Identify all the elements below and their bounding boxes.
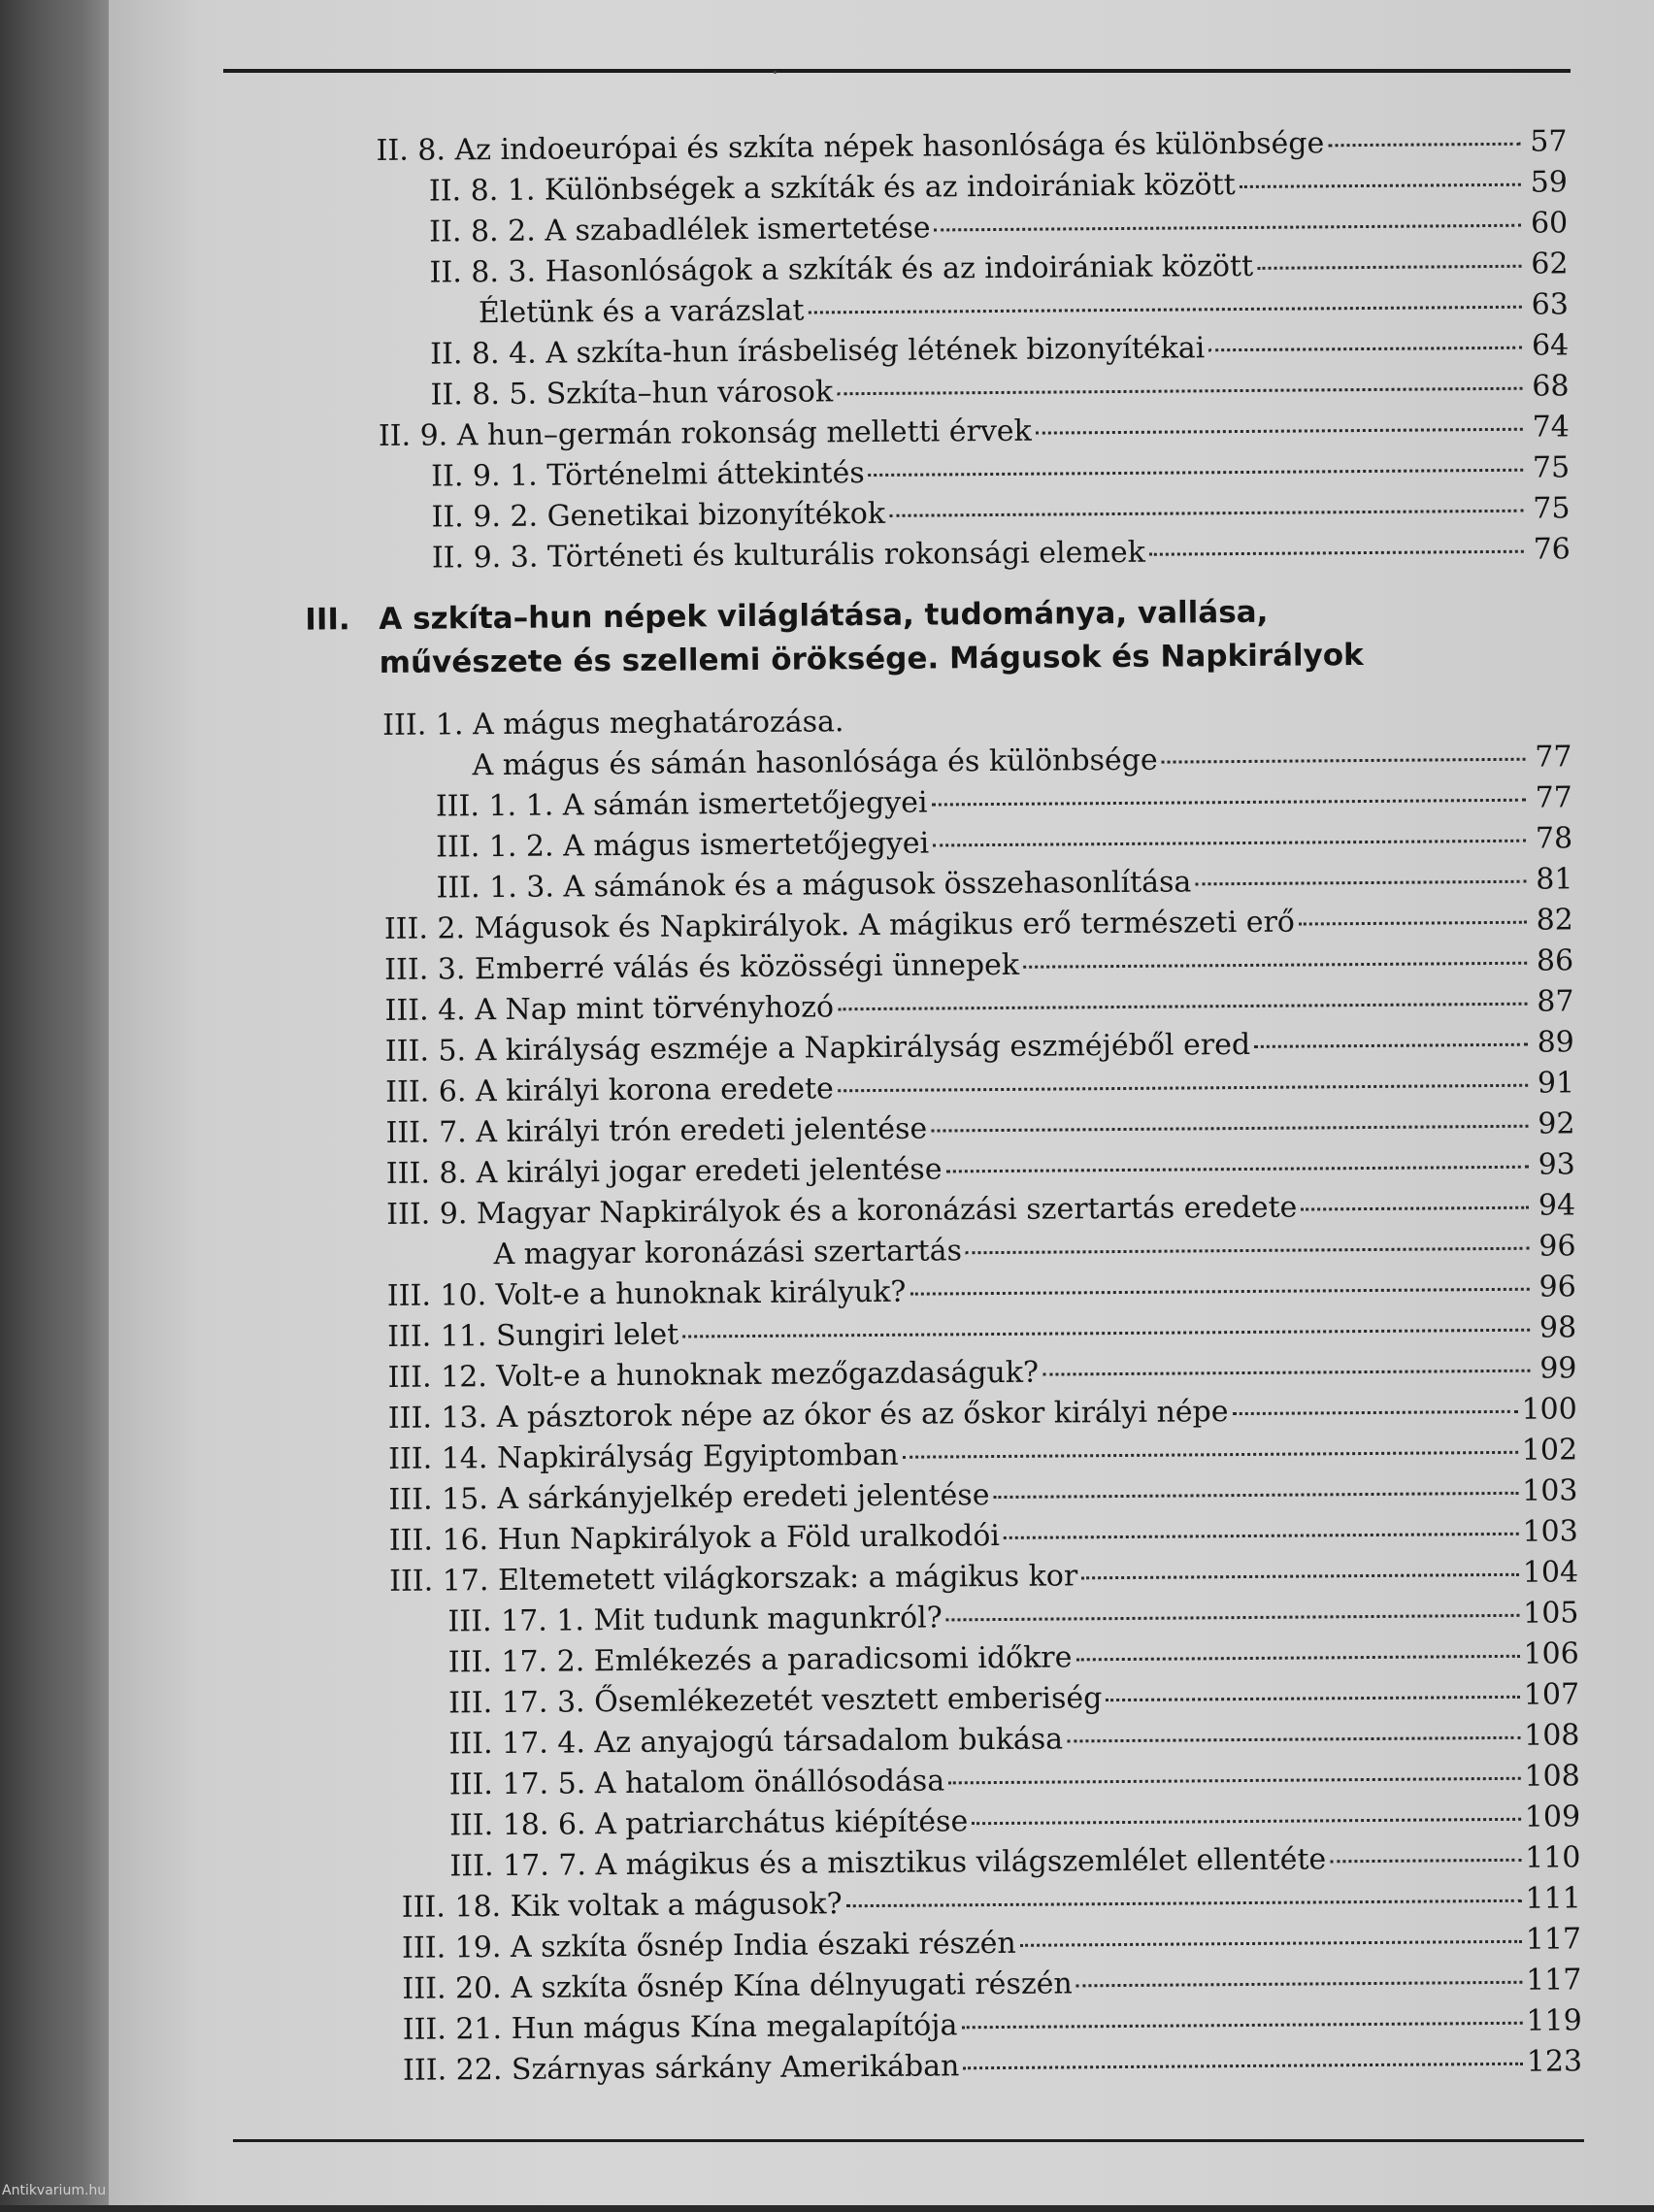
toc-entry [448,1636,1579,1684]
toc-entry-page: 82 [1536,903,1573,938]
watermark: Antikvarium.hu [2,2183,107,2198]
toc-entry [384,984,1573,1033]
toc-entry-page: 119 [1526,2003,1582,2038]
toc-entry-page: 96 [1538,1270,1576,1304]
toc-entry-page: 77 [1535,740,1572,775]
toc-entry-page: 105 [1523,1596,1579,1631]
leader-dots [910,1288,1529,1296]
toc-entry-title: III. 11. Sungiri lelet [387,1317,679,1354]
toc-entry [402,1922,1581,1970]
toc-entry-title: A mágus és sámán hasonlósága és különbsége [472,743,1158,783]
toc-entry [403,2044,1582,2093]
leader-dots [933,840,1526,847]
leader-dots [869,469,1524,477]
toc-entry-title: III. 1. 3. A sámánok és a mágusok összehasonlítása [436,865,1192,906]
toc-entry-page: 123 [1526,2044,1583,2079]
toc-entry-page: 91 [1537,1066,1575,1101]
toc-entry-title: II. 8. 2. A szabadlélek ismertetése [429,211,931,249]
leader-dots [932,799,1526,807]
toc-entry-page: 64 [1531,328,1570,363]
leader-dots [963,2063,1522,2070]
toc-entry-title: III. 18. Kik voltak a mágusok? [401,1887,843,1925]
leader-dots [1257,265,1521,270]
toc-entry-title: III. 14. Napkirályság Egyiptomban [388,1437,899,1476]
leader-dots [837,387,1522,396]
leader-dots [946,1166,1529,1173]
toc-entry-title: III. 9. Magyar Napkirályok és a koronázási szertartás eredete [386,1190,1298,1232]
toc-entry-page: 107 [1523,1677,1580,1712]
chapter-title-line1: A szkíta–hun népek világlátása, tudománya, vallása, [379,594,1269,637]
toc-entry-title: III. 8. A királyi jogar eredeti jelentése [385,1152,943,1191]
toc-entry-page: 86 [1536,943,1574,978]
toc-entry-page: 117 [1525,1922,1582,1957]
toc-entry-page: 103 [1522,1514,1578,1549]
toc-entry-title: II. 9. A hun–germán rokonság melletti érvek [378,413,1032,453]
toc-entry-title: III. 21. Hun mágus Kína megalapítója [402,2008,958,2047]
toc-entry-title: II. 9. 2. Genetikai bizonyítékok [431,496,886,535]
toc-entry-page: 63 [1531,287,1569,322]
toc-entry-page: 108 [1524,1718,1580,1753]
toc-entry [448,1718,1579,1766]
toc-entry-page: 99 [1539,1351,1577,1386]
toc-entry-title: II. 8. 4. A szkíta-hun írásbeliség létének bizonyítékai [430,331,1206,372]
toc-entry-page: 103 [1522,1473,1578,1508]
toc-entry-page: 77 [1535,780,1572,815]
leader-dots [838,1084,1528,1093]
toc-entry [389,1555,1578,1603]
toc-entry-title: III. 6. A királyi korona eredete [385,1072,834,1109]
toc-entry-page: 102 [1521,1433,1578,1468]
toc-entry-title: II. 8. 5. Szkíta–hun városok [430,375,834,413]
toc-entry-title: II. 9. 1. Történelmi áttekintés [431,456,865,494]
toc-entry [386,1188,1575,1237]
bottom-rule [233,2139,1584,2142]
toc-entry-page: 76 [1533,532,1571,567]
toc-entry-title: III. 20. A szkíta ősnép Kína délnyugati részén [402,1966,1073,2006]
toc-entry-page: 104 [1522,1555,1579,1590]
leader-dots [935,224,1522,232]
leader-dots [1023,962,1527,969]
toc-entry-title: II. 9. 3. Történeti és kulturális rokonsági elemek [431,535,1145,576]
toc-entry-page: 92 [1538,1106,1575,1141]
toc-entry [431,491,1570,539]
toc-entry [430,328,1569,376]
leader-dots [993,1492,1518,1499]
toc-entry-title: III. 3. Emberré válás és közösségi ünnepek [384,947,1020,987]
toc-entry-title: Életünk és a varázslat [478,293,805,331]
toc-entry-page: 59 [1530,165,1568,200]
toc-entry [385,1025,1574,1073]
leader-dots [1301,1206,1529,1211]
toc-entry-page: 111 [1525,1881,1581,1916]
toc-entry-title: III. 19. A szkíta ősnép India északi részén [401,1926,1016,1965]
toc-entry-title: II. 8. 1. Különbségek a szkíták és az indoirániak között [428,168,1236,209]
leader-dots [1328,143,1520,148]
toc-entry-title: III. 5. A királyság eszméje a Napkirályság eszméjéből ered [384,1027,1251,1069]
toc-entry-page: 94 [1538,1188,1576,1223]
toc-entry-page: 100 [1521,1392,1577,1427]
toc-entry [472,740,1571,787]
toc-entry-title: III. 17. 1. Mit tudunk magunkról? [447,1601,943,1639]
toc-entry-title: III. 17. Eltemetett világkorszak: a mágikus kor [389,1559,1078,1599]
toc-entry-title: A magyar koronázási szertartás [493,1234,963,1272]
toc-entry [449,1799,1580,1847]
toc-entry-title: III. 10. Volt-e a hunoknak királyuk? [386,1274,907,1313]
toc-entry [429,165,1568,213]
leader-dots [948,1777,1520,1785]
toc-entry-page: 110 [1525,1840,1581,1875]
toc-entry-page: 96 [1538,1229,1576,1264]
leader-dots [846,1899,1522,1907]
toc-entry-title: III. 17. 2. Emlékezés a paradicsomi időkre [447,1640,1073,1680]
toc-entry-title: III. 16. Hun Napkirályok a Föld uralkodói [388,1518,1001,1558]
toc-entry [402,1963,1581,2011]
toc-entry [385,1106,1574,1155]
toc-entry [431,450,1570,498]
toc-entry [376,124,1567,173]
leader-dots [1020,1940,1522,1947]
toc-entry [387,1270,1576,1318]
toc-entry [447,1596,1578,1643]
leader-dots [931,1125,1528,1133]
toc-entry-page: 78 [1535,821,1573,856]
toc-entry-title: III. 1. A mágus meghatározása. [382,705,844,743]
toc-entry-page: 62 [1531,247,1569,281]
toc-entry-page: 106 [1523,1636,1579,1671]
toc-entry-title: III. 15. A sárkányjelkép eredeti jelentése [388,1478,990,1517]
toc-entry [449,1840,1580,1888]
toc-entry-title: III. 1. 1. A sámán ismertetőjegyei [435,785,928,824]
leader-dots [1081,1573,1519,1580]
leader-dots [961,2022,1522,2030]
leader-dots [808,306,1521,314]
toc-entry-title: II. 8. 3. Hasonlóságok a szkíták és az indoirániak között [429,248,1254,290]
toc-entry [387,1351,1576,1400]
toc-entry [386,1147,1575,1196]
toc-entry-title: III. 17. 7. A mágikus és a misztikus világszemlélet ellentéte [449,1842,1327,1884]
toc-entry [389,1514,1578,1563]
leader-dots [1067,1736,1520,1743]
toc-entry-title: III. 17. 5. A hatalom önállósodása [448,1764,945,1802]
toc-entry [429,247,1568,294]
toc-entry [388,1392,1577,1440]
leader-dots [1149,550,1524,556]
leader-dots [946,1614,1519,1622]
toc-entry [448,1677,1579,1725]
toc-entry-page: 93 [1538,1147,1575,1182]
toc-entry-title: III. 1. 2. A mágus ismertetőjegyei [436,826,930,865]
leader-dots [1004,1533,1519,1539]
toc-entry-title: III. 22. Szárnyas sárkány Amerikában [402,2049,960,2088]
toc-entry [388,1433,1577,1481]
toc-entry [429,206,1568,253]
toc-entry-page: 109 [1524,1799,1581,1834]
toc-entry-title: III. 7. A királyi trón eredeti jelentése [385,1111,928,1150]
toc-entry-title: III. 4. A Nap mint törvényhozó [384,990,835,1028]
chapter-heading [305,590,1376,680]
chapter-title-line2: művészete és szellemi öröksége. Mágusok és Napkirályok [379,638,1364,680]
toc-entry-title: III. 17. 4. Az anyajogú társadalom bukása [448,1722,1064,1762]
toc-entry-page: 108 [1524,1759,1580,1794]
toc-entry [403,2003,1582,2052]
leader-dots [1254,1043,1528,1048]
leader-dots [682,1329,1530,1338]
toc-entry-page: 117 [1526,1963,1582,1997]
toc-entry-page: 75 [1532,450,1571,485]
toc-entry [436,862,1572,909]
toc-entry [379,410,1570,458]
toc-entry-title: III. 13. A pásztorok népe az ókor és az őskor királyi népe [387,1395,1229,1436]
leader-dots [966,1247,1530,1255]
toc-entry-page: 68 [1532,369,1570,404]
toc-entry-title: III. 12. Volt-e a hunoknak mezőgazdaságuk? [387,1355,1040,1395]
toc-entry-page: 87 [1537,984,1574,1019]
leader-dots [1106,1696,1519,1701]
toc-entry-page: 57 [1530,124,1568,159]
leader-dots [1036,428,1523,435]
toc-entry [384,903,1573,951]
toc-entry-page: 81 [1536,862,1573,897]
leader-dots [889,510,1524,517]
toc-entry [493,1229,1575,1276]
leader-dots [1233,1410,1518,1415]
toc-entry [432,532,1571,579]
toc-entry [449,1759,1580,1806]
leader-dots [1330,1859,1521,1864]
toc-entry-page: 74 [1532,410,1570,445]
toc-entry-title: III. 18. 6. A patriarchátus kiépítése [448,1804,969,1843]
leader-dots [1208,347,1522,352]
toc-entry [388,1473,1577,1522]
leader-spacer [847,719,1568,725]
leader-dots [972,1818,1521,1825]
leader-dots [1195,880,1526,886]
toc-entry-page: 98 [1538,1310,1577,1345]
toc-entry [479,287,1569,335]
leader-dots [1042,1370,1530,1376]
toc-entry [402,1881,1581,1930]
toc-entry [387,1310,1576,1359]
toc-entry-page: 75 [1533,491,1571,526]
toc-entry-title: III. 2. Mágusok és Napkirályok. A mágikus erő természeti erő [383,905,1296,946]
toc-entry [430,369,1569,416]
toc-entry [382,699,1571,747]
toc-entry-title: III. 17. 3. Ősemlékezetét vesztett emberiség [447,1681,1103,1721]
leader-dots [1240,183,1521,188]
toc-entry [436,821,1572,869]
leader-dots [1075,1655,1519,1662]
toc-entry [385,1066,1574,1114]
toc-entry-page: 60 [1530,206,1569,241]
chapter-number: III. [305,602,350,638]
toc-entry [436,780,1572,828]
toc-entry [384,943,1573,992]
leader-dots [838,1003,1528,1011]
leader-dots [903,1451,1518,1459]
leader-dots [1299,921,1527,926]
toc-entry-page: 89 [1537,1025,1574,1060]
toc-entry-title: II. 8. Az indoeurópai és szkíta népek hasonlósága és különbsége [376,126,1325,168]
leader-dots [1162,758,1526,764]
leader-dots [1076,1981,1522,1988]
